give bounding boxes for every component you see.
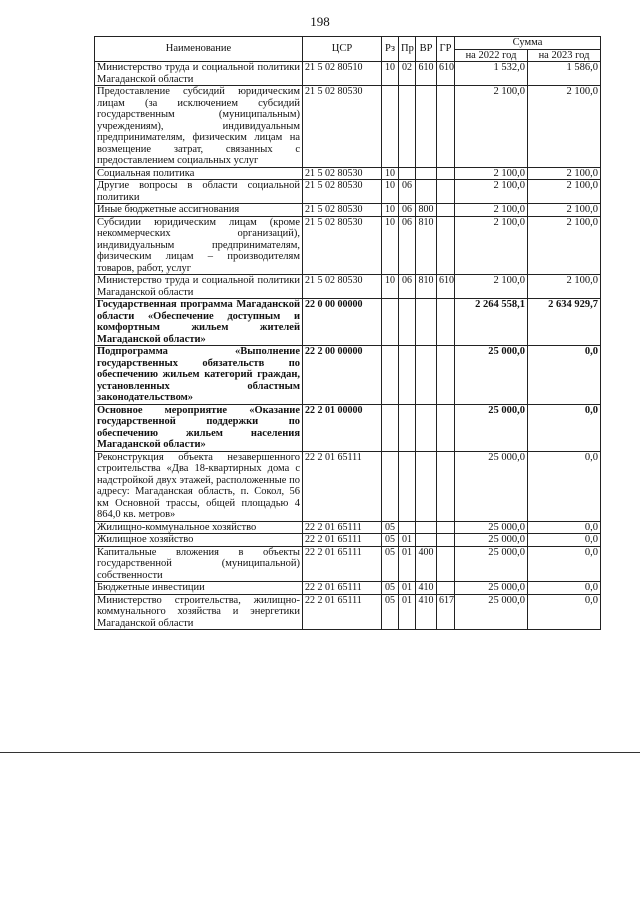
cell-sum-2022: 2 100,0 — [455, 275, 528, 299]
cell-sum-2022: 2 264 558,1 — [455, 299, 528, 346]
cell-vr — [416, 180, 437, 204]
cell-name: Реконструкция объекта незавершенного строительства «Два 18-квартирных дома с надстройкой двух этажей, расположенные по адресу: Магаданская область, п. Сокол, 56 км Основной трассы, общей площадью 4 864,0 кв. метров» — [95, 451, 303, 521]
cell-csr: 21 5 02 80530 — [303, 204, 382, 217]
cell-csr: 22 2 01 65111 — [303, 521, 382, 534]
cell-gr — [437, 582, 455, 595]
table-row — [95, 86, 601, 168]
cell-gr — [437, 299, 455, 346]
cell-vr: 400 — [416, 546, 437, 582]
table-row — [95, 534, 601, 547]
table-row — [95, 204, 601, 217]
cell-sum-2023: 1 586,0 — [528, 62, 601, 86]
cell-rz: 05 — [382, 582, 399, 595]
cell-vr — [416, 534, 437, 547]
table-row — [95, 582, 601, 595]
cell-vr: 410 — [416, 582, 437, 595]
cell-name: Социальная политика — [95, 167, 303, 180]
cell-sum-2022: 25 000,0 — [455, 534, 528, 547]
cell-vr: 610 — [416, 62, 437, 86]
cell-rz: 10 — [382, 62, 399, 86]
cell-gr: 610 — [437, 275, 455, 299]
cell-sum-2022: 2 100,0 — [455, 180, 528, 204]
cell-sum-2023: 0,0 — [528, 404, 601, 451]
cell-pr: 02 — [399, 62, 416, 86]
table-row — [95, 404, 601, 451]
cell-name: Предоставление субсидий юридическим лицам (за исключением субсидий государственным (муниципальным) учреждениям), индивидуальным предпринимателям, физическим лицам на возмещение затрат, связанных с предоставлением социальных услуг — [95, 86, 303, 168]
cell-sum-2023: 2 634 929,7 — [528, 299, 601, 346]
cell-vr — [416, 299, 437, 346]
header-sum: Сумма — [455, 37, 601, 50]
cell-sum-2023: 0,0 — [528, 546, 601, 582]
cell-name: Иные бюджетные ассигнования — [95, 204, 303, 217]
cell-pr: 01 — [399, 582, 416, 595]
cell-name: Министерство строительства, жилищно-коммунального хозяйства и энергетики Магаданской области — [95, 594, 303, 630]
cell-csr: 21 5 02 80510 — [303, 62, 382, 86]
cell-pr — [399, 167, 416, 180]
cell-sum-2022: 25 000,0 — [455, 582, 528, 595]
cell-name: Жилищное хозяйство — [95, 534, 303, 547]
cell-sum-2022: 2 100,0 — [455, 204, 528, 217]
header-vr: ВР — [416, 37, 437, 62]
cell-csr: 22 0 00 00000 — [303, 299, 382, 346]
cell-pr: 01 — [399, 546, 416, 582]
cell-sum-2022: 25 000,0 — [455, 404, 528, 451]
cell-sum-2022: 1 532,0 — [455, 62, 528, 86]
cell-rz: 05 — [382, 521, 399, 534]
cell-csr: 21 5 02 80530 — [303, 275, 382, 299]
cell-name: Министерство труда и социальной политики Магаданской области — [95, 275, 303, 299]
cell-sum-2022: 25 000,0 — [455, 546, 528, 582]
header-year-2023: на 2023 год — [528, 49, 601, 62]
cell-vr — [416, 451, 437, 521]
cell-vr — [416, 404, 437, 451]
cell-gr — [437, 534, 455, 547]
cell-pr — [399, 86, 416, 168]
cell-sum-2022: 2 100,0 — [455, 86, 528, 168]
cell-gr — [437, 346, 455, 405]
table-body — [95, 62, 601, 630]
cell-vr — [416, 86, 437, 168]
cell-rz: 10 — [382, 204, 399, 217]
cell-csr: 22 2 01 65111 — [303, 534, 382, 547]
cell-sum-2023: 2 100,0 — [528, 216, 601, 275]
cell-gr — [437, 216, 455, 275]
cell-sum-2022: 25 000,0 — [455, 346, 528, 405]
cell-gr: 610 — [437, 62, 455, 86]
header-year-2022: на 2022 год — [455, 49, 528, 62]
cell-sum-2023: 2 100,0 — [528, 204, 601, 217]
cell-name: Министерство труда и социальной политики Магаданской области — [95, 62, 303, 86]
table-row — [95, 594, 601, 630]
cell-pr: 01 — [399, 594, 416, 630]
cell-gr: 617 — [437, 594, 455, 630]
cell-pr — [399, 346, 416, 405]
cell-csr: 22 2 01 65111 — [303, 582, 382, 595]
cell-gr — [437, 404, 455, 451]
cell-gr — [437, 521, 455, 534]
cell-name: Капитальные вложения в объекты государственной (муниципальной) собственности — [95, 546, 303, 582]
cell-sum-2023: 2 100,0 — [528, 180, 601, 204]
cell-rz: 10 — [382, 167, 399, 180]
cell-sum-2022: 2 100,0 — [455, 216, 528, 275]
cell-sum-2023: 0,0 — [528, 346, 601, 405]
cell-vr: 810 — [416, 275, 437, 299]
cell-csr: 21 5 02 80530 — [303, 216, 382, 275]
cell-pr — [399, 521, 416, 534]
cell-name: Основное мероприятие «Оказание государственной поддержки по обеспечению жильем населения Магаданской области» — [95, 404, 303, 451]
table-row — [95, 546, 601, 582]
cell-rz — [382, 451, 399, 521]
table-row — [95, 299, 601, 346]
cell-sum-2022: 25 000,0 — [455, 521, 528, 534]
cell-name: Жилищно-коммунальное хозяйство — [95, 521, 303, 534]
cell-sum-2023: 0,0 — [528, 521, 601, 534]
cell-sum-2023: 0,0 — [528, 594, 601, 630]
header-row — [95, 37, 601, 50]
cell-pr: 06 — [399, 204, 416, 217]
table-row — [95, 180, 601, 204]
cell-csr: 22 2 01 65111 — [303, 546, 382, 582]
cell-csr: 22 2 00 00000 — [303, 346, 382, 405]
table-row — [95, 451, 601, 521]
cell-pr: 06 — [399, 216, 416, 275]
cell-vr — [416, 346, 437, 405]
cell-rz — [382, 346, 399, 405]
cell-sum-2023: 2 100,0 — [528, 86, 601, 168]
header-gr: ГР — [437, 37, 455, 62]
header-rz: Рз — [382, 37, 399, 62]
cell-sum-2022: 25 000,0 — [455, 451, 528, 521]
cell-rz — [382, 86, 399, 168]
cell-name: Бюджетные инвестиции — [95, 582, 303, 595]
cell-vr: 800 — [416, 204, 437, 217]
cell-csr: 21 5 02 80530 — [303, 180, 382, 204]
cell-name: Другие вопросы в области социальной политики — [95, 180, 303, 204]
cell-csr: 22 2 01 65111 — [303, 594, 382, 630]
cell-name: Государственная программа Магаданской области «Обеспечение доступным и комфортным жильем жителей Магаданской области» — [95, 299, 303, 346]
page-number: 198 — [310, 14, 330, 29]
cell-sum-2023: 0,0 — [528, 451, 601, 521]
cell-sum-2023: 0,0 — [528, 582, 601, 595]
cell-gr — [437, 167, 455, 180]
header-pr: Пр — [399, 37, 416, 62]
cell-name: Подпрограмма «Выполнение государственных обязательств по обеспечению жильем категорий граждан, установленных областным законодательством» — [95, 346, 303, 405]
cell-pr — [399, 404, 416, 451]
table-row — [95, 521, 601, 534]
cell-csr: 21 5 02 80530 — [303, 86, 382, 168]
cell-gr — [437, 180, 455, 204]
cell-vr: 810 — [416, 216, 437, 275]
cell-csr: 22 2 01 00000 — [303, 404, 382, 451]
header-csr: ЦСР — [303, 37, 382, 62]
cell-vr — [416, 167, 437, 180]
cell-rz — [382, 299, 399, 346]
cell-rz: 10 — [382, 180, 399, 204]
cell-gr — [437, 86, 455, 168]
cell-name: Субсидии юридическим лицам (кроме некоммерческих организаций), индивидуальным предпринимателям, физическим лицам – производителям товаров, работ, услуг — [95, 216, 303, 275]
cell-gr — [437, 451, 455, 521]
cell-rz: 10 — [382, 216, 399, 275]
cell-sum-2023: 0,0 — [528, 534, 601, 547]
budget-table — [94, 36, 601, 630]
cell-pr — [399, 299, 416, 346]
cell-pr: 06 — [399, 180, 416, 204]
cell-sum-2023: 2 100,0 — [528, 275, 601, 299]
cell-rz: 10 — [382, 275, 399, 299]
table-row — [95, 62, 601, 86]
cell-rz — [382, 404, 399, 451]
table-row — [95, 167, 601, 180]
cell-vr — [416, 521, 437, 534]
cell-sum-2022: 25 000,0 — [455, 594, 528, 630]
cell-pr: 01 — [399, 534, 416, 547]
table-row — [95, 216, 601, 275]
cell-sum-2023: 2 100,0 — [528, 167, 601, 180]
cell-gr — [437, 204, 455, 217]
cell-csr: 21 5 02 80530 — [303, 167, 382, 180]
table-row — [95, 275, 601, 299]
page-divider — [0, 752, 640, 753]
cell-gr — [437, 546, 455, 582]
cell-csr: 22 2 01 65111 — [303, 451, 382, 521]
table-row — [95, 346, 601, 405]
cell-sum-2022: 2 100,0 — [455, 167, 528, 180]
header-name: Наименование — [95, 37, 303, 62]
cell-rz: 05 — [382, 594, 399, 630]
cell-vr: 410 — [416, 594, 437, 630]
cell-rz: 05 — [382, 534, 399, 547]
cell-rz: 05 — [382, 546, 399, 582]
cell-pr: 06 — [399, 275, 416, 299]
cell-pr — [399, 451, 416, 521]
